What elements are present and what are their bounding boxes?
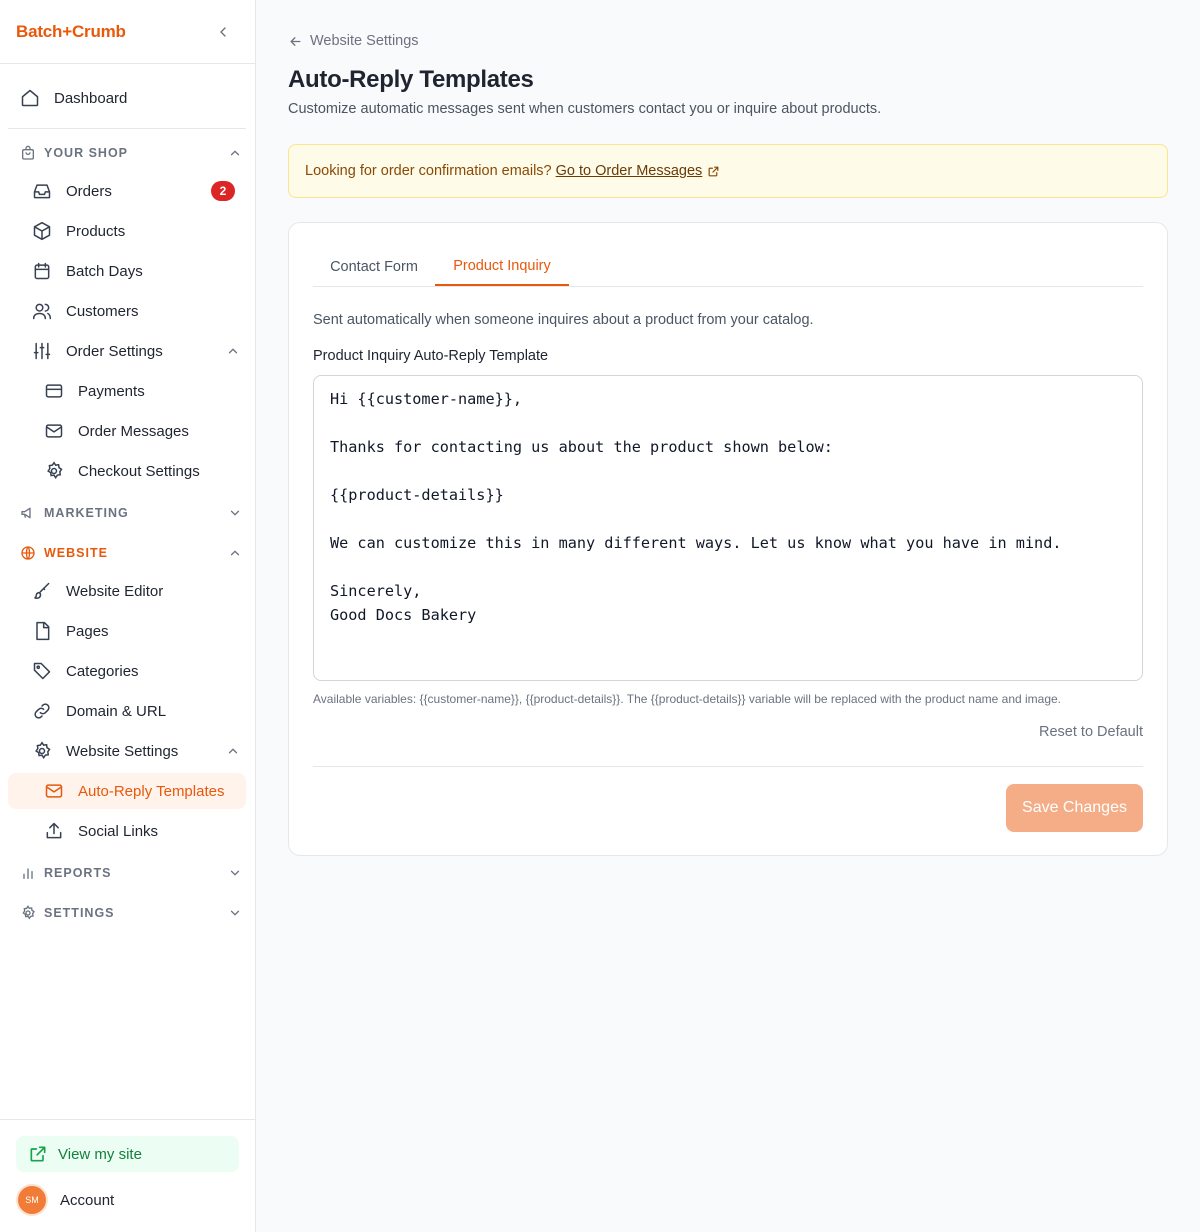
chevron-down-icon	[228, 906, 242, 920]
inbox-icon	[32, 181, 52, 201]
chevron-up-icon[interactable]	[226, 344, 240, 358]
view-my-site-button[interactable]	[16, 1136, 239, 1172]
sidebar-item-social-links[interactable]	[8, 813, 246, 849]
sidebar-item-label: Products	[66, 222, 126, 240]
chevron-up-icon	[228, 546, 242, 560]
calendar-icon	[32, 261, 52, 281]
back-link-label: Website Settings	[310, 33, 419, 49]
sidebar-footer	[0, 1119, 255, 1232]
chevron-down-icon	[228, 506, 242, 520]
gear-icon	[32, 741, 52, 761]
template-tabs	[313, 247, 1143, 287]
megaphone-icon	[20, 505, 36, 521]
shop-bag-icon	[20, 145, 36, 161]
external-link-icon	[28, 1144, 48, 1164]
arrow-left-icon	[288, 34, 303, 49]
go-to-order-messages-link[interactable]: Go to Order Messages	[555, 163, 703, 179]
file-icon	[32, 621, 52, 641]
sidebar-item-domain-url[interactable]	[8, 693, 246, 729]
gear-icon	[44, 461, 64, 481]
sidebar-item-auto-reply-templates[interactable]	[8, 773, 246, 809]
sidebar-item-label: Orders	[66, 182, 112, 200]
sidebar-item-orders[interactable]	[8, 173, 246, 209]
template-textarea[interactable]: Hi {{customer-name}}, Thanks for contacting us about the product shown below: {{product-details}} We can customize this in many different ways. Let us know what you have in mind. Sincerely, Good Docs Bakery	[313, 375, 1143, 681]
sidebar-item-pages[interactable]	[8, 613, 246, 649]
share-upload-icon	[44, 821, 64, 841]
account-menu[interactable]	[16, 1184, 114, 1216]
mail-icon	[44, 781, 64, 801]
sidebar-item-label: Pages	[66, 622, 109, 640]
link-icon	[32, 701, 52, 721]
sidebar-item-label: Website Settings	[66, 742, 179, 760]
notice-text: Looking for order confirmation emails?	[305, 163, 552, 179]
brand-logo[interactable]: Batch+Crumb	[16, 21, 126, 41]
tab-contact-form[interactable]: Contact Form	[330, 259, 418, 275]
template-field-label: Product Inquiry Auto-Reply Template	[313, 348, 549, 364]
chevron-down-icon	[228, 866, 242, 880]
variables-help-text: Available variables: {{customer-name}}, {{product-details}}. The {{product-details}} variable will be replaced with the product name and image.	[313, 692, 1062, 706]
sidebar-item-label: Dashboard	[54, 89, 128, 107]
sidebar-item-label: Checkout Settings	[78, 462, 200, 480]
orders-count-badge: 2	[211, 181, 235, 201]
section-marketing[interactable]	[20, 503, 242, 523]
sidebar-item-label: Domain & URL	[66, 702, 167, 720]
sidebar-item-label: Batch Days	[66, 262, 143, 280]
sidebar-item-label: Categories	[66, 662, 139, 680]
section-settings[interactable]	[20, 903, 242, 923]
tag-icon	[32, 661, 52, 681]
card-divider	[313, 766, 1143, 767]
section-label: WEBSITE	[44, 546, 108, 560]
section-label: REPORTS	[44, 866, 112, 880]
sidebar-item-checkout-settings[interactable]	[8, 453, 246, 489]
credit-card-icon	[44, 381, 64, 401]
back-link[interactable]	[288, 33, 419, 49]
section-label: SETTINGS	[44, 906, 115, 920]
sidebar-item-label: Customers	[66, 302, 139, 320]
section-reports[interactable]	[20, 863, 242, 883]
sidebar-item-label: Website Editor	[66, 582, 164, 600]
collapse-sidebar-icon[interactable]	[215, 24, 231, 40]
mail-icon	[44, 421, 64, 441]
external-link-icon[interactable]	[707, 165, 720, 178]
brush-icon	[32, 581, 52, 601]
section-label: MARKETING	[44, 506, 129, 520]
gear-icon	[20, 905, 36, 921]
tab-product-inquiry[interactable]: Product Inquiry	[435, 247, 569, 286]
template-card	[288, 222, 1168, 856]
reset-to-default-button[interactable]: Reset to Default	[1039, 724, 1143, 740]
sidebar	[0, 0, 256, 1232]
sidebar-item-dashboard[interactable]	[8, 80, 246, 116]
sidebar-divider	[8, 128, 246, 129]
chevron-up-icon	[228, 146, 242, 160]
sidebar-item-label: Order Messages	[78, 422, 189, 440]
sidebar-item-label: Order Settings	[66, 342, 163, 360]
sidebar-item-order-messages[interactable]	[8, 413, 246, 449]
sidebar-item-label: Payments	[78, 382, 145, 400]
section-your-shop[interactable]	[20, 143, 242, 163]
save-changes-button[interactable]: Save Changes	[1006, 784, 1143, 832]
sidebar-item-categories[interactable]	[8, 653, 246, 689]
tab-description: Sent automatically when someone inquires about a product from your catalog.	[313, 312, 814, 328]
section-label: YOUR SHOP	[44, 146, 129, 160]
box-icon	[32, 221, 52, 241]
home-icon	[20, 88, 40, 108]
sidebar-item-payments[interactable]	[8, 373, 246, 409]
main-content	[256, 0, 1200, 1232]
sliders-icon	[32, 341, 52, 361]
sidebar-item-website-editor[interactable]	[8, 573, 246, 609]
sidebar-item-customers[interactable]	[8, 293, 246, 329]
sidebar-item-website-settings[interactable]	[8, 733, 246, 769]
sidebar-item-label: Auto-Reply Templates	[78, 782, 225, 800]
view-site-label: View my site	[58, 1145, 142, 1163]
globe-icon	[20, 545, 36, 561]
chevron-up-icon[interactable]	[226, 744, 240, 758]
page-subtitle: Customize automatic messages sent when customers contact you or inquire about products.	[288, 101, 882, 117]
account-label: Account	[60, 1191, 115, 1209]
page-title: Auto-Reply Templates	[288, 66, 534, 93]
brand-header	[0, 0, 255, 64]
order-messages-notice	[288, 144, 1168, 198]
sidebar-item-order-settings[interactable]	[8, 333, 246, 369]
avatar: SM	[16, 1184, 48, 1216]
sidebar-item-batch-days[interactable]	[8, 253, 246, 289]
section-website[interactable]	[20, 543, 242, 563]
bar-chart-icon	[20, 865, 36, 881]
users-icon	[32, 301, 52, 321]
sidebar-item-label: Social Links	[78, 822, 159, 840]
sidebar-item-products[interactable]	[8, 213, 246, 249]
